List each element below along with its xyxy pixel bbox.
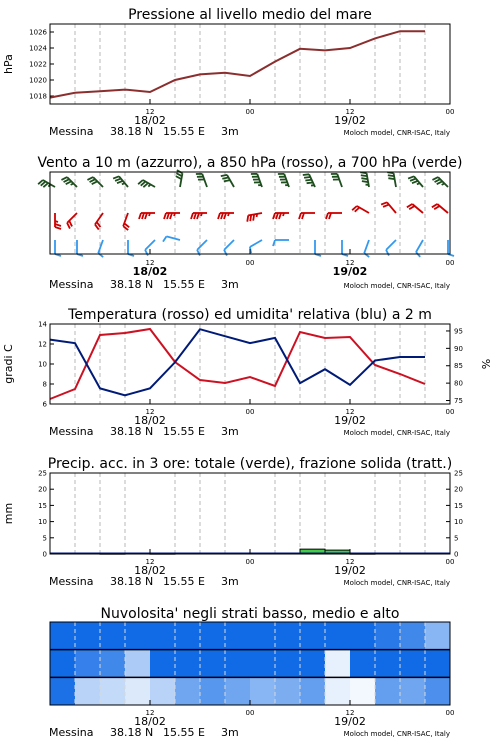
cloud-cell-medio — [425, 650, 451, 678]
pressure-line — [50, 31, 425, 97]
y2-tick-label: 10 — [454, 518, 463, 527]
cloud-cell-medio — [250, 650, 276, 678]
wind-barb — [303, 174, 315, 187]
date-label: 19/02 — [334, 114, 366, 127]
wind-frame — [50, 172, 450, 254]
barb-feather — [412, 181, 418, 183]
y-tick-label: 1022 — [29, 60, 47, 69]
wind-barb — [299, 213, 315, 219]
latitude: 38.18 N — [110, 278, 154, 291]
cloud-cell-medio — [125, 650, 151, 678]
barb-feather — [55, 221, 58, 222]
wind-level-850-hPa — [55, 202, 448, 230]
cloud-cell-medio — [100, 650, 126, 678]
barb-feather — [191, 213, 193, 219]
x-tick-label: 12 — [145, 408, 155, 416]
wind-barb — [123, 213, 129, 230]
temperature-ylabel: gradi C — [2, 344, 15, 384]
barb-feather — [201, 213, 202, 216]
x-tick-label: 12 — [345, 259, 355, 267]
y2-tick-label: 0 — [454, 550, 459, 559]
model-credit: Moloch model, CNR-ISAC, Italy — [343, 579, 450, 587]
cloud-cell-alto — [225, 622, 251, 650]
barb-feather — [273, 213, 275, 219]
y-tick-label: 20 — [38, 485, 47, 494]
latitude: 38.18 N — [110, 575, 154, 588]
barb-feather — [247, 215, 248, 221]
location-name: Messina — [49, 726, 94, 739]
barb-feather — [115, 179, 121, 181]
cloud-cell-basso — [300, 677, 326, 705]
barb-feather — [61, 177, 67, 180]
x-tick-label: 00 — [245, 709, 255, 717]
wind-barb — [432, 204, 448, 213]
barb-feather — [224, 180, 230, 181]
wind-barb — [113, 176, 128, 187]
longitude: 15.55 E — [163, 575, 205, 588]
cloud-cell-alto — [125, 622, 151, 650]
cloud-cell-alto — [50, 622, 76, 650]
barb-staff — [145, 240, 155, 250]
wind-barb — [360, 172, 369, 187]
wind-barb — [352, 206, 369, 213]
y2-tick-label: 20 — [454, 485, 463, 494]
barb-feather — [437, 181, 443, 184]
cloud-cell-basso — [175, 677, 201, 705]
barb-feather — [361, 175, 367, 176]
barb-staff — [224, 240, 234, 250]
x-tick-label: 12 — [145, 558, 155, 566]
barb-feather — [307, 182, 313, 183]
y-tick-label: 0 — [42, 550, 47, 559]
altitude: 3m — [221, 425, 239, 438]
cloud-cell-medio — [325, 650, 351, 678]
precipitation-title: Precip. acc. in 3 ore: totale (verde), frazione solida (tratt.) — [47, 456, 453, 472]
barb-feather — [55, 224, 61, 226]
barb-feather — [253, 214, 254, 220]
cloud-cell-medio — [50, 650, 76, 678]
cloud-cell-alto — [275, 622, 301, 650]
longitude: 15.55 E — [163, 726, 205, 739]
cloud-cell-alto — [425, 622, 451, 650]
wind-barb — [386, 240, 396, 256]
barb-feather — [250, 215, 251, 221]
longitude: 15.55 E — [163, 125, 205, 138]
barb-staff — [197, 240, 207, 250]
wind-barb — [38, 180, 55, 187]
x-tick-label: 00 — [445, 108, 455, 116]
cloud-cell-basso — [200, 677, 226, 705]
temperature-title: Temperatura (rosso) ed umidita' relativa (blu) a 2 m — [68, 307, 432, 323]
barb-feather — [64, 179, 70, 182]
wind-barb — [87, 177, 103, 187]
cloud-cell-alto — [375, 622, 401, 650]
x-tick-label: 00 — [245, 408, 255, 416]
x-tick-label: 00 — [445, 558, 455, 566]
wind-barb — [387, 172, 396, 187]
cloud-cell-alto — [300, 622, 326, 650]
wind-barb — [191, 213, 207, 219]
cloud-cell-basso — [425, 677, 451, 705]
cloud-cell-alto — [75, 622, 101, 650]
cloud-cell-basso — [350, 677, 376, 705]
precipitation-ylabel: mm — [2, 502, 15, 525]
precipitation-frame — [50, 473, 450, 554]
cloud-cell-basso — [100, 677, 126, 705]
altitude: 3m — [221, 278, 239, 291]
barb-feather — [299, 213, 301, 219]
barb-feather — [221, 175, 227, 176]
barb-feather — [145, 250, 148, 256]
wind-barb — [408, 176, 423, 187]
cloud-cell-basso — [250, 677, 276, 705]
wind-barb — [218, 213, 234, 219]
cloud-cell-basso — [225, 677, 251, 705]
x-tick-label: 12 — [145, 709, 155, 717]
cloud-cell-medio — [300, 650, 326, 678]
cloud-cell-medio — [75, 650, 101, 678]
barb-feather — [92, 181, 98, 184]
wind-barb — [163, 236, 180, 241]
barb-feather — [388, 175, 394, 176]
cloud-cell-basso — [325, 677, 351, 705]
wind-barb — [197, 240, 207, 256]
wind-barb — [98, 240, 103, 257]
barb-feather — [69, 221, 72, 227]
y-tick-label: 10 — [38, 518, 47, 527]
barb-feather — [122, 183, 125, 184]
barb-feather — [303, 174, 309, 175]
wind-barb — [381, 202, 396, 213]
barb-feather — [117, 181, 123, 183]
cloud-cell-medio — [150, 650, 176, 678]
y2-tick-label: 80 — [454, 379, 463, 388]
barb-feather — [218, 213, 220, 219]
barb-feather — [90, 179, 96, 182]
location-name: Messina — [49, 278, 94, 291]
y2-tick-label: 85 — [454, 362, 463, 371]
cloud-cell-basso — [400, 677, 426, 705]
barb-feather — [388, 178, 394, 179]
cloud-cell-alto — [200, 622, 226, 650]
cloud-cell-alto — [400, 622, 426, 650]
cloud-cell-basso — [375, 677, 401, 705]
panel-pressure — [2, 7, 454, 138]
pressure-ylabel: hPa — [2, 54, 15, 74]
barb-feather — [66, 181, 72, 184]
location-name: Messina — [49, 125, 94, 138]
x-tick-label: 12 — [145, 259, 155, 267]
barb-staff — [416, 240, 423, 252]
x-tick-label: 12 — [345, 709, 355, 717]
panel-wind — [37, 155, 462, 291]
barb-feather — [442, 183, 445, 184]
barb-feather — [174, 213, 175, 216]
y2-tick-label: 90 — [454, 344, 463, 353]
cloud-cell-basso — [50, 677, 76, 705]
wind-barb — [364, 240, 369, 257]
y-tick-label: 1024 — [29, 44, 47, 53]
barb-feather — [67, 223, 70, 229]
model-credit: Moloch model, CNR-ISAC, Italy — [343, 282, 450, 290]
cloud-cell-alto — [250, 622, 276, 650]
barb-feather — [163, 236, 166, 241]
barb-feather — [222, 177, 228, 178]
date-label: 18/02 — [134, 715, 166, 728]
cloud-cell-medio — [175, 650, 201, 678]
date-label: 19/02 — [332, 265, 368, 278]
barb-feather — [71, 183, 74, 184]
wind-barb — [138, 180, 155, 187]
y2-tick-label: 75 — [454, 397, 463, 406]
barb-feather — [362, 181, 368, 182]
latitude: 38.18 N — [110, 726, 154, 739]
x-tick-label: 12 — [345, 108, 355, 116]
wind-barb — [176, 170, 183, 187]
altitude: 3m — [221, 125, 239, 138]
x-tick-label: 00 — [245, 558, 255, 566]
cloud-cell-basso — [125, 677, 151, 705]
barb-feather — [435, 179, 441, 182]
wind-barb — [331, 174, 342, 187]
y-tick-label: 6 — [42, 400, 47, 409]
cloud-cell-alto — [325, 622, 351, 650]
y2-tick-label: 5 — [454, 534, 459, 543]
cloud-cell-medio — [375, 650, 401, 678]
cloud-cell-basso — [275, 677, 301, 705]
cloud-cell-medio — [275, 650, 301, 678]
wind-title: Vento a 10 m (azzurro), a 850 hPa (rosso), a 700 hPa (verde) — [37, 155, 463, 171]
barb-staff — [250, 240, 262, 247]
x-tick-label: 00 — [245, 259, 255, 267]
y-tick-label: 8 — [42, 380, 47, 389]
longitude: 15.55 E — [163, 278, 205, 291]
date-label: 19/02 — [334, 414, 366, 427]
x-tick-label: 12 — [345, 558, 355, 566]
y2-tick-label: 95 — [454, 327, 463, 336]
barb-feather — [410, 179, 416, 181]
panel-temperature — [2, 307, 493, 438]
barb-feather — [326, 213, 328, 219]
barb-feather — [148, 185, 150, 187]
panel-clouds — [49, 606, 454, 739]
wind-barb — [250, 240, 262, 253]
y-tick-label: 15 — [38, 501, 47, 510]
barb-feather — [304, 177, 310, 178]
altitude: 3m — [221, 575, 239, 588]
wind-barb — [221, 175, 234, 187]
y-tick-label: 14 — [38, 320, 47, 329]
barb-feather — [113, 176, 119, 178]
x-tick-label: 00 — [445, 259, 455, 267]
longitude: 15.55 E — [163, 425, 205, 438]
barb-feather — [87, 177, 93, 180]
barb-staff — [364, 240, 369, 253]
location-name: Messina — [49, 575, 94, 588]
barb-feather — [224, 250, 227, 256]
date-label: 19/02 — [334, 715, 366, 728]
cloud-cell-medio — [200, 650, 226, 678]
date-label: 18/02 — [134, 114, 166, 127]
barb-feather — [164, 213, 166, 219]
date-label: 18/02 — [134, 414, 166, 427]
barb-feather — [149, 213, 150, 216]
wind-barb — [432, 177, 448, 187]
barb-feather — [176, 173, 182, 176]
x-tick-label: 12 — [145, 108, 155, 116]
cloud-cell-medio — [350, 650, 376, 678]
model-credit: Moloch model, CNR-ISAC, Italy — [343, 730, 450, 738]
barb-staff — [98, 240, 103, 253]
y-tick-label: 5 — [42, 534, 47, 543]
wind-barb — [326, 213, 342, 219]
barb-feather — [432, 177, 438, 180]
wind-barb — [55, 213, 61, 229]
x-tick-label: 12 — [345, 408, 355, 416]
barb-feather — [381, 202, 387, 204]
cloud-cell-alto — [150, 622, 176, 650]
clouds-title: Nuvolosita' negli strati basso, medio e alto — [100, 606, 400, 622]
y-tick-label: 12 — [38, 340, 47, 349]
wind-barb — [407, 204, 423, 213]
wind-barb — [164, 213, 180, 219]
barb-feather — [386, 250, 389, 256]
wind-barb — [247, 213, 262, 222]
cloud-cell-basso — [150, 677, 176, 705]
wind-barb — [196, 174, 207, 187]
cloud-cell-basso — [75, 677, 101, 705]
barb-feather — [283, 213, 284, 216]
date-label: 18/02 — [132, 265, 168, 278]
cloud-cell-alto — [350, 622, 376, 650]
x-tick-label: 00 — [445, 408, 455, 416]
barb-feather — [139, 213, 141, 219]
barb-feather — [55, 227, 61, 229]
y2-tick-label: 15 — [454, 501, 463, 510]
y-tick-label: 1020 — [29, 76, 47, 85]
wind-barb — [251, 174, 262, 187]
panel-precipitation — [2, 456, 463, 588]
barb-feather — [408, 176, 414, 178]
barb-feather — [228, 213, 229, 216]
pressure-title: Pressione al livello medio del mare — [128, 7, 372, 23]
model-credit: Moloch model, CNR-ISAC, Italy — [343, 129, 450, 137]
location-name: Messina — [49, 425, 94, 438]
barb-staff — [166, 236, 180, 240]
latitude: 38.18 N — [110, 425, 154, 438]
y2-tick-label: 25 — [454, 469, 463, 478]
barb-staff — [386, 240, 396, 250]
y-tick-label: 1026 — [29, 28, 47, 37]
pressure-frame — [50, 24, 450, 104]
latitude: 38.18 N — [110, 125, 154, 138]
altitude: 3m — [221, 726, 239, 739]
date-label: 19/02 — [334, 564, 366, 577]
date-label: 18/02 — [134, 564, 166, 577]
wind-barb — [95, 213, 103, 230]
barb-feather — [417, 183, 420, 184]
barb-feather — [383, 205, 389, 207]
cloud-cell-alto — [175, 622, 201, 650]
x-tick-label: 00 — [445, 709, 455, 717]
wind-barb — [224, 240, 234, 256]
y-tick-label: 25 — [38, 469, 47, 478]
cloud-cell-alto — [100, 622, 126, 650]
barb-feather — [361, 178, 367, 179]
humidity-line — [50, 329, 425, 395]
x-tick-label: 00 — [245, 108, 255, 116]
wind-barb — [67, 213, 77, 229]
humidity-ylabel: % — [480, 358, 493, 370]
y-tick-label: 1018 — [29, 92, 47, 101]
barb-feather — [176, 176, 182, 179]
barb-feather — [305, 180, 311, 181]
y-tick-label: 10 — [38, 360, 47, 369]
model-credit: Moloch model, CNR-ISAC, Italy — [343, 429, 450, 437]
cloud-cell-medio — [225, 650, 251, 678]
wind-barb — [278, 174, 289, 187]
cloud-cell-medio — [400, 650, 426, 678]
wind-barb — [139, 213, 155, 219]
